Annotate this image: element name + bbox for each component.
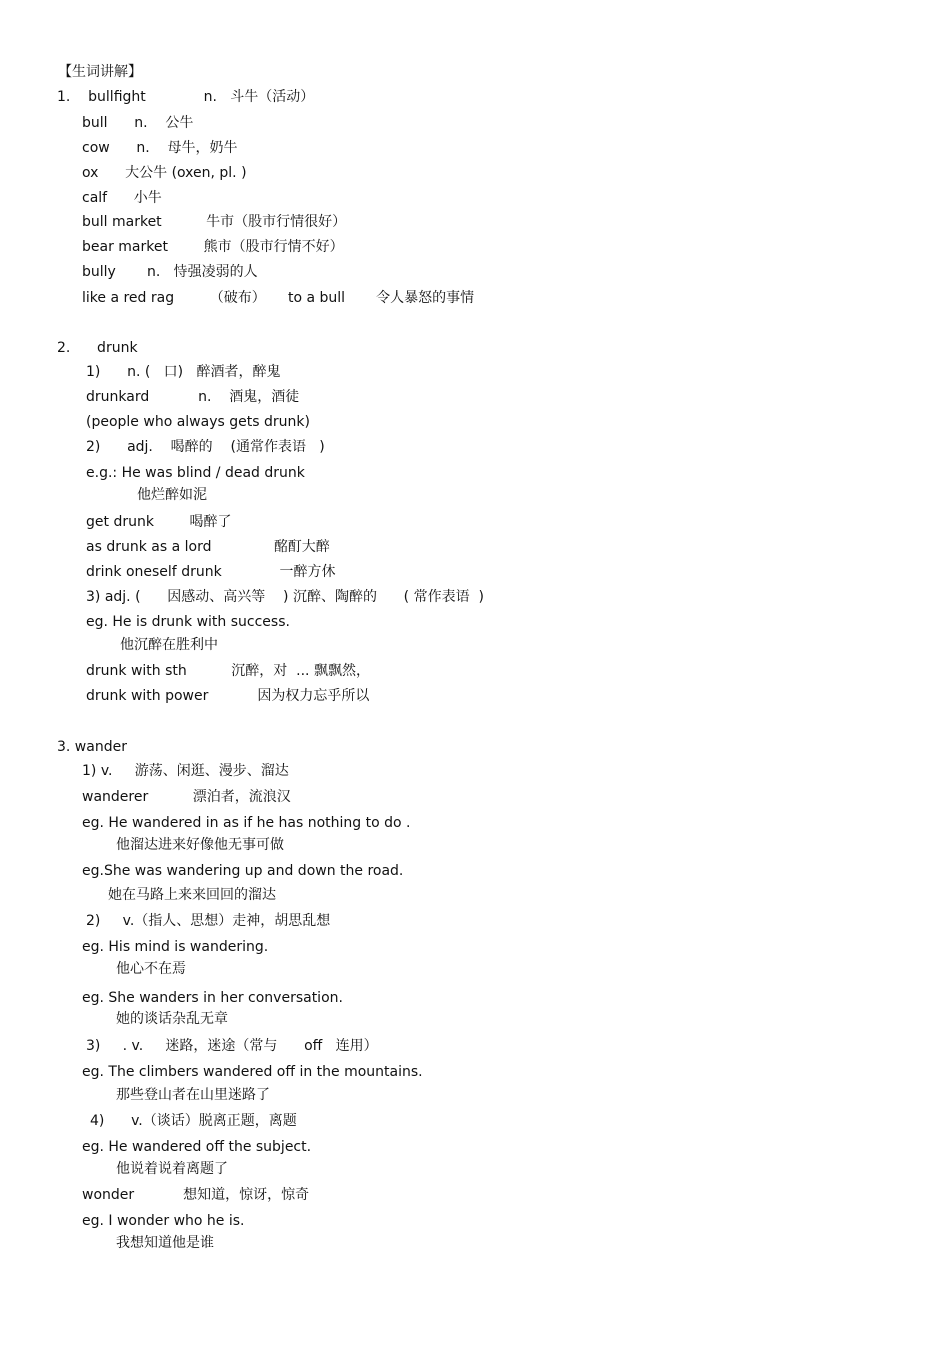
entry-title-bullfight: 1. bullfight n. 斗牛（活动）: [57, 89, 315, 105]
example-sentence: eg. The climbers wandered off in the mountains.: [82, 1064, 423, 1080]
example-translation: 他说着说着离题了: [116, 1161, 228, 1177]
example-translation: 那些登山者在山里迷路了: [116, 1087, 270, 1103]
example-sentence: eg.She was wandering up and down the road.: [82, 863, 404, 879]
example-sentence: eg. His mind is wandering.: [82, 939, 269, 955]
entry-line: drink oneself drunk 一醉方休: [86, 564, 336, 580]
entry-line: 4) v.（谈话）脱离正题，离题: [90, 1113, 297, 1129]
example-sentence: e.g.: He was blind / dead drunk: [86, 465, 305, 481]
example-translation: 他烂醉如泥: [137, 487, 207, 503]
entry-line: 3) . v. 迷路，迷途（常与 off 连用）: [86, 1038, 378, 1054]
example-translation: 他溜达进来好像他无事可做: [116, 837, 284, 853]
entry-line: drunk with sth 沉醉，对 ... 飘飘然，: [86, 663, 370, 679]
example-translation: 她的谈话杂乱无章: [116, 1011, 228, 1027]
example-sentence: eg. She wanders in her conversation.: [82, 990, 343, 1006]
entry-line: get drunk 喝醉了: [86, 514, 232, 530]
entry-line: 1) n. ( 口) 醉酒者，醉鬼: [86, 364, 281, 380]
example-translation: 我想知道他是谁: [116, 1235, 214, 1251]
entry-line: bull n. 公牛: [82, 115, 194, 131]
entry-line: drunk with power 因为权力忘乎所以: [86, 688, 370, 704]
entry-line: wanderer 漂泊者，流浪汉: [82, 789, 291, 805]
entry-title-wander: 3. wander: [57, 739, 127, 755]
entry-line: calf 小牛: [82, 190, 162, 206]
entry-line: like a red rag （破布） to a bull 令人暴怒的事情: [82, 290, 475, 306]
entry-title-drunk: 2. drunk: [57, 340, 138, 356]
entry-line: wonder 想知道，惊讶，惊奇: [82, 1187, 310, 1203]
example-sentence: eg. I wonder who he is.: [82, 1213, 245, 1229]
example-translation: 他心不在焉: [116, 961, 186, 977]
example-sentence: eg. He is drunk with success.: [86, 614, 290, 630]
section-heading: 【生词讲解】: [58, 64, 142, 80]
entry-line: as drunk as a lord 酩酊大醉: [86, 539, 330, 555]
entry-line: cow n. 母牛，奶牛: [82, 140, 238, 156]
example-sentence: eg. He wandered in as if he has nothing to do .: [82, 815, 411, 831]
entry-line: 2) v.（指人、思想）走神，胡思乱想: [86, 913, 331, 929]
entry-line: 2) adj. 喝醉的 (通常作表语 ): [86, 439, 325, 455]
entry-line: 3) adj. ( 因感动、高兴等 ) 沉醉、陶醉的 ( 常作表语 ): [86, 589, 484, 605]
entry-line: bull market 牛市（股市行情很好）: [82, 214, 347, 230]
example-translation: 她在马路上来来回回的溜达: [108, 887, 276, 903]
entry-line: 1) v. 游荡、闲逛、漫步、溜达: [82, 763, 289, 779]
entry-line: (people who always gets drunk): [86, 414, 310, 430]
example-translation: 他沉醉在胜利中: [120, 637, 218, 653]
entry-line: drunkard n. 酒鬼，酒徒: [86, 389, 300, 405]
entry-line: ox 大公牛 (oxen, pl. ): [82, 165, 247, 181]
example-sentence: eg. He wandered off the subject.: [82, 1139, 312, 1155]
entry-line: bear market 熊市（股市行情不好）: [82, 239, 344, 255]
entry-line: bully n. 恃强凌弱的人: [82, 264, 258, 280]
